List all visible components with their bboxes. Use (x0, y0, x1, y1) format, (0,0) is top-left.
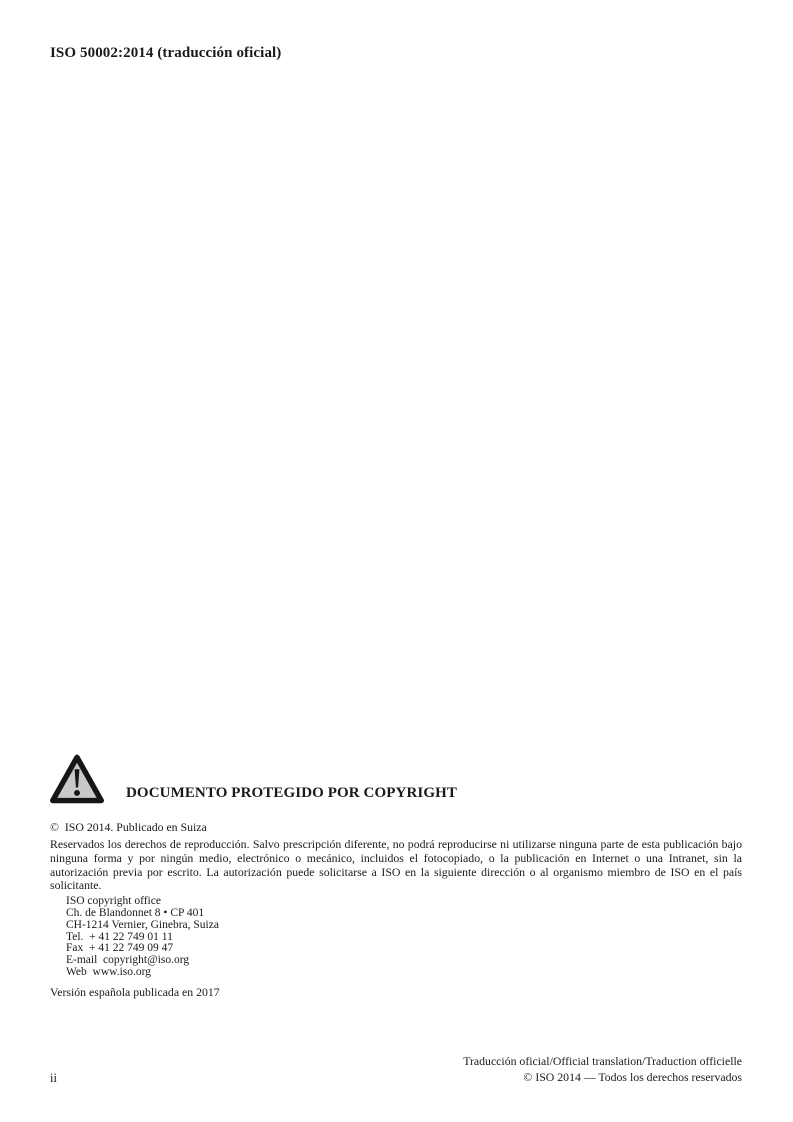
footer-translation-line: Traducción oficial/Official translation/Traduction officielle (463, 1054, 742, 1068)
copyright-publisher-line: © ISO 2014. Publicado en Suiza (50, 820, 207, 834)
address-line-office: ISO copyright office (66, 895, 161, 908)
warning-triangle-icon (50, 752, 104, 808)
address-line-street: Ch. de Blandonnet 8 • CP 401 (66, 906, 205, 919)
address-line-city: CH-1214 Vernier, Ginebra, Suiza (66, 918, 219, 931)
address-line-tel: Tel. + 41 22 749 01 11 (66, 930, 173, 943)
document-header-title: ISO 50002:2014 (traducción oficial) (50, 45, 282, 61)
copyright-notice-paragraph: Reservados los derechos de reproducción. Salvo prescripción diferente, no podrá reproducirse ni utilizarse ninguna parte de esta publicación bajo ninguna forma y por ningún medio, electrónico o mecánico, incluidos el fotocopiado, o la publicación en Internet o una Intranet, sin la autorización previa por escrito. La autorización puede solicitarse a ISO en la siguiente dirección o al organismo miembro de ISO en el país solicitante. (50, 837, 742, 893)
page-footer (463, 1054, 742, 1085)
copyright-section (50, 752, 742, 999)
iso-address-block (66, 896, 742, 979)
address-line-fax: Fax + 41 22 749 09 47 (66, 942, 174, 955)
address-line-web: Web www.iso.org (66, 965, 151, 978)
spanish-version-line: Versión española publicada en 2017 (50, 984, 220, 999)
copyright-heading-row (50, 752, 742, 808)
address-line-email: E-mail copyright@iso.org (66, 954, 190, 967)
page-number: ii (50, 1071, 57, 1085)
footer-copyright-line: © ISO 2014 — Todos los derechos reservados (523, 1069, 742, 1084)
copyright-heading: DOCUMENTO PROTEGIDO POR COPYRIGHT (126, 785, 457, 801)
